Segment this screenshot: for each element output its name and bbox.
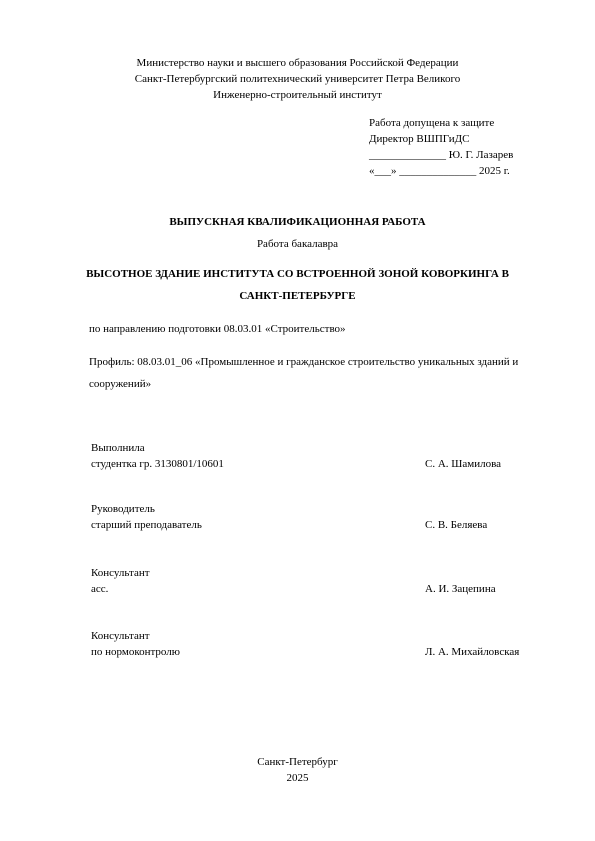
thesis-title-line1: ВЫСОТНОЕ ЗДАНИЕ ИНСТИТУТА СО ВСТРОЕННОЙ ЗОНОЙ КОВОРКИНГА В bbox=[86, 268, 509, 280]
signature-role: Выполнила bbox=[91, 442, 145, 454]
signature-position: асс. bbox=[91, 583, 109, 595]
footer-city: Санкт-Петербург bbox=[257, 756, 338, 768]
signature-role: Консультант bbox=[91, 567, 150, 579]
signature-name: С. А. Шамилова bbox=[425, 458, 502, 470]
approval-director: Директор ВШПГиДС bbox=[369, 133, 470, 145]
study-direction: по направлению подготовки 08.03.01 «Строительство» bbox=[89, 323, 346, 335]
signature-role: Руководитель bbox=[91, 503, 155, 515]
signature-position: по нормоконтролю bbox=[91, 646, 180, 658]
approval-signature-line: ______________ Ю. Г. Лазарев bbox=[369, 149, 514, 161]
institute-name: Инженерно-строительный институт bbox=[213, 89, 382, 101]
signature-name: А. И. Зацепина bbox=[425, 583, 496, 595]
signature-name: Л. А. Михайловская bbox=[425, 646, 520, 658]
signature-position: студентка гр. 3130801/10601 bbox=[91, 458, 224, 470]
signature-name: С. В. Беляева bbox=[425, 519, 488, 531]
signature-position: старший преподаватель bbox=[91, 519, 202, 531]
signature-role: Консультант bbox=[91, 630, 150, 642]
ministry-name: Министерство науки и высшего образования Российской Федерации bbox=[136, 57, 459, 69]
approval-admitted: Работа допущена к защите bbox=[369, 117, 495, 129]
study-profile-line1: Профиль: 08.03.01_06 «Промышленное и гражданское строительство уникальных зданий и bbox=[89, 356, 519, 368]
approval-date-line: «___» ______________ 2025 г. bbox=[369, 165, 510, 177]
university-name: Санкт-Петербургский политехнический университет Петра Великого bbox=[134, 73, 461, 85]
study-profile-line2: сооружений» bbox=[89, 378, 152, 390]
work-subtype: Работа бакалавра bbox=[256, 238, 339, 250]
footer-year: 2025 bbox=[286, 772, 309, 784]
work-type-title: ВЫПУСКНАЯ КВАЛИФИКАЦИОННАЯ РАБОТА bbox=[169, 216, 426, 228]
thesis-title-line2: САНКТ-ПЕТЕРБУРГЕ bbox=[239, 290, 356, 302]
